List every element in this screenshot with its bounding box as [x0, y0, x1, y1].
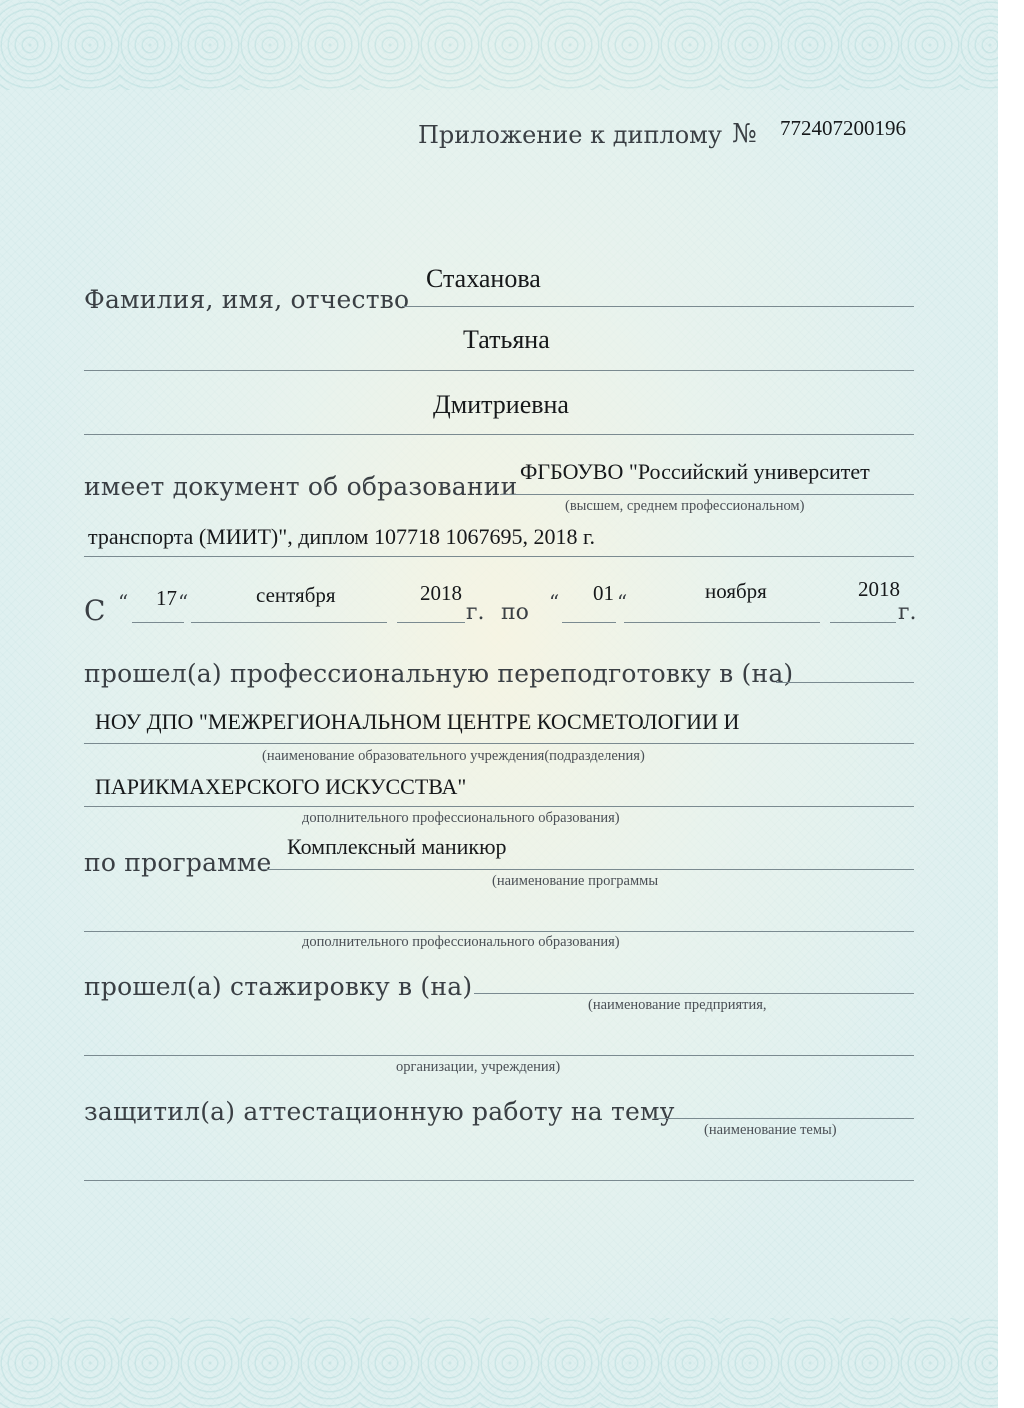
to-day-line [562, 622, 616, 623]
internship-line-2 [84, 1055, 914, 1056]
from-open-quote: “ [118, 590, 129, 614]
to-year: 2018 [858, 577, 900, 601]
from-month-line [191, 622, 387, 623]
internship-hint-1: (наименование предприятия, [588, 997, 767, 1013]
thesis-line-2 [84, 1180, 914, 1181]
diploma-number: 772407200196 [780, 116, 906, 140]
retraining-org-line-1: НОУ ДПО "МЕЖРЕГИОНАЛЬНОМ ЦЕНТРЕ КОСМЕТОЛОГИИ И [95, 709, 740, 734]
retraining-org-rule-2 [84, 806, 914, 807]
patronymic-value: Дмитриевна [433, 390, 569, 419]
thesis-hint: (наименование темы) [704, 1122, 837, 1138]
retraining-hint-2: дополнительного профессионального образования) [302, 810, 620, 826]
from-day: 17 [156, 586, 177, 610]
fio-line-3 [84, 434, 914, 435]
scan-margin [998, 0, 1024, 1408]
from-year-line [397, 622, 465, 623]
internship-line-1 [474, 993, 914, 994]
from-prefix: С [84, 594, 106, 627]
from-close-quote: “ [178, 590, 189, 614]
education-line-1: ФГБОУВО "Российский университет [520, 459, 870, 484]
fio-line-2 [84, 370, 914, 371]
internship-hint-2: организации, учреждения) [396, 1059, 561, 1075]
from-day-line [132, 622, 184, 623]
to-open-quote: “ [549, 590, 560, 614]
thesis-line-1 [654, 1118, 914, 1119]
to-day: 01 [593, 581, 614, 605]
surname-value: Стаханова [426, 264, 541, 293]
to-prefix: по [501, 600, 529, 625]
program-value: Комплексный маникюр [287, 834, 507, 859]
to-year-suffix: г. [898, 600, 917, 625]
education-label: имеет документ об образовании [84, 472, 518, 501]
thesis-label: защитил(а) аттестационную работу на тему [84, 1097, 675, 1126]
retraining-org-line-2: ПАРИКМАХЕРСКОГО ИСКУССТВА" [95, 774, 467, 799]
retraining-hint-1: (наименование образовательного учреждения(подразделения) [262, 748, 645, 764]
bottom-guilloche-ornament [0, 1318, 998, 1408]
program-hint-2: дополнительного профессионального образования) [302, 934, 620, 950]
to-close-quote: “ [617, 590, 628, 614]
name-value: Татьяна [463, 325, 550, 354]
retraining-label: прошел(а) профессиональную переподготовку в (на) [84, 659, 794, 688]
number-sign: № [732, 119, 757, 149]
to-month: ноября [705, 579, 767, 603]
fio-label: Фамилия, имя, отчество [84, 285, 410, 314]
education-line-2-rule [84, 556, 914, 557]
program-hint-1: (наименование программы [492, 873, 659, 889]
top-guilloche-ornament [0, 0, 998, 90]
program-label: по программе [84, 848, 272, 877]
program-line-1 [262, 869, 914, 870]
retraining-org-rule-1 [84, 743, 914, 744]
education-hint: (высшем, среднем профессиональном) [565, 498, 805, 514]
education-line-1-rule [500, 494, 914, 495]
education-line-2: транспорта (МИИТ)", диплом 107718 1067695, 2018 г. [88, 524, 595, 549]
fio-line-1 [402, 306, 914, 307]
to-month-line [624, 622, 820, 623]
retraining-label-line [776, 682, 914, 683]
internship-label: прошел(а) стажировку в (на) [84, 972, 473, 1001]
from-month: сентября [256, 583, 336, 607]
program-line-2 [84, 931, 914, 932]
document-title: Приложение к диплому [418, 121, 722, 149]
from-year-suffix: г. [466, 600, 485, 625]
to-year-line [830, 622, 896, 623]
from-year: 2018 [420, 581, 462, 605]
